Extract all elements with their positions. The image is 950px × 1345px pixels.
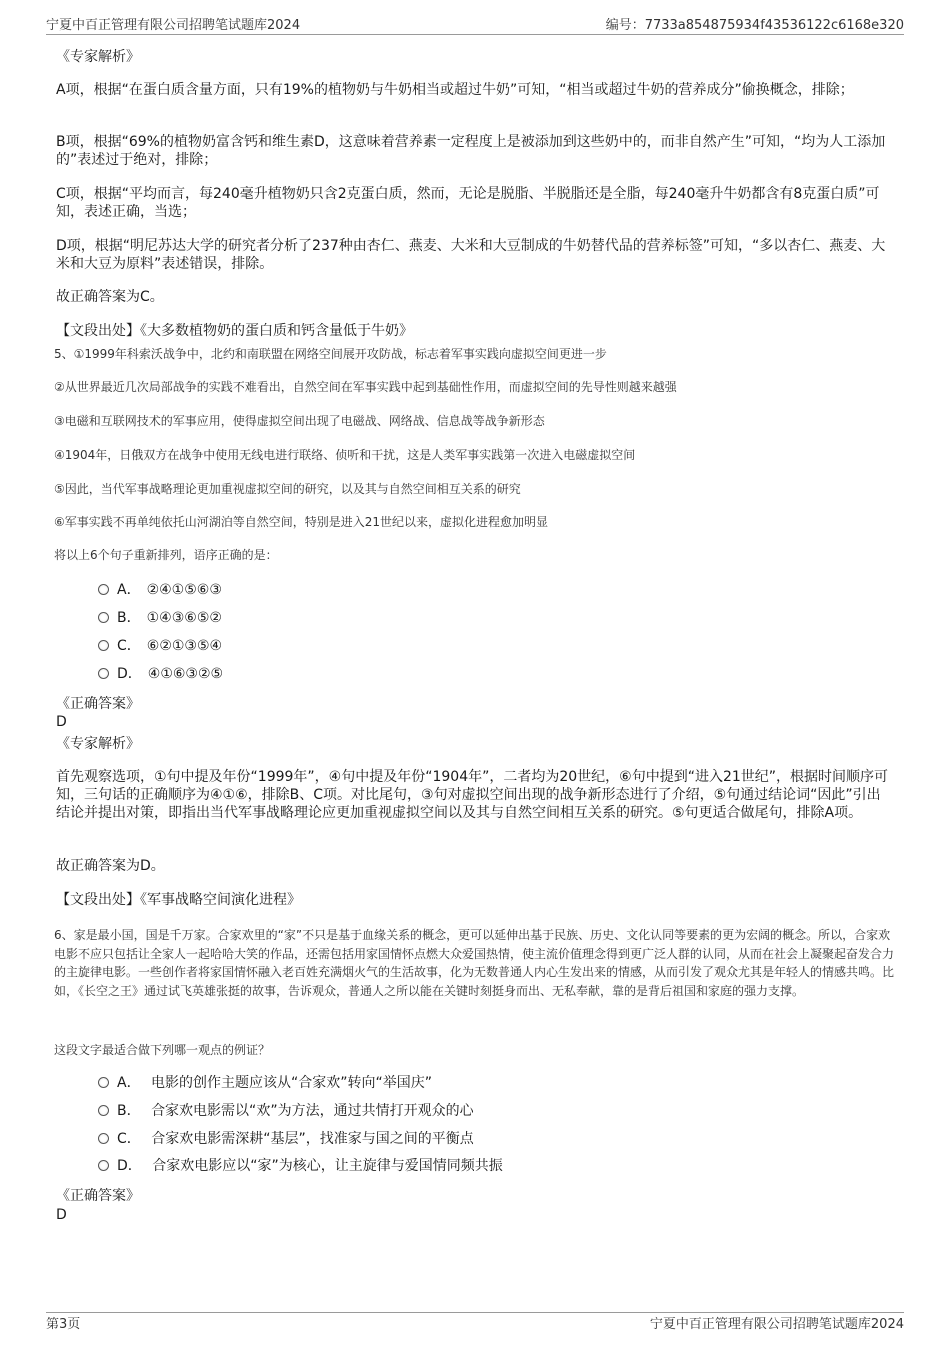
page-number: 第3页 — [46, 1317, 81, 1332]
header-divider — [46, 34, 904, 35]
q5-answer-label: 《正确答案》 — [56, 696, 140, 712]
q5-option-d[interactable]: D． ④①⑥③②⑤ — [98, 664, 223, 684]
radio-button-icon[interactable] — [98, 640, 109, 651]
q6-question: 这段文字最适合做下列哪一观点的例证？ — [54, 1043, 271, 1057]
q6-passage: 6、家是最小国，国是千万家。合家欢里的“家”不只是基于血缘关系的概念，更可以延伸出基于民族、历史、文化认同等要素的更为宏阔的概念。所以，合家欢电影不应只包括让全家人一起哈哈大笑的作品，还需包括用家国情怀点燃大众爱国热情，使主流价值理念得到更广泛人群的认同，从而在社会上凝聚起奋发合力的主旋律电影。一些创作者将家国情怀融入老百姓充满烟火气的生活故事，化为无数普通人内心生发出来的情感，从而引发了观众尤其是年轻人的情感共鸣。比如，《长空之王》通过试飞英雄张挺的故事，告诉观众，普通人之所以能在关键时刻挺身而出、无私奉献，靠的是背后祖国和家庭的强力支撑。 — [54, 928, 895, 998]
q5-conclusion: 故正确答案为D。 — [56, 858, 165, 874]
q4-expert-label: 《专家解析》 — [56, 49, 140, 65]
page-header — [46, 14, 904, 34]
q5-sentence-4: ④1904年，日俄双方在战争中使用无线电进行联络、侦听和干扰，这是人类军事实践第一次进入电磁虚拟空间 — [54, 448, 636, 462]
q5-source: 【文段出处】《军事战略空间演化进程》 — [56, 892, 301, 908]
q5-question: 将以上6个句子重新排列，语序正确的是： — [54, 548, 278, 562]
q5-sentence-2: ②从世界最近几次局部战争的实践不难看出，自然空间在军事实践中起到基础性作用，而虚拟空间的先导性则越来越强 — [54, 380, 677, 394]
header-doc-id: 编号：7733a854875934f43536122c6168e320 — [605, 18, 904, 33]
q5-option-a[interactable]: A． ②④①⑤⑥③ — [98, 580, 222, 600]
footer-title: 宁夏中百正管理有限公司招聘笔试题库2024 — [649, 1317, 904, 1332]
page-footer — [46, 1313, 904, 1333]
q5-option-c[interactable]: C． ⑥②①③⑤④ — [98, 636, 222, 656]
q4-analysis-b: B项，根据“69%的植物奶富含钙和维生素D，这意味着营养素一定程度上是被添加到这些奶中的，而非自然产生”可知，“均为人工添加的”表述过于绝对，排除； — [56, 134, 886, 168]
q6-option-a[interactable]: A． 电影的创作主题应该从“合家欢”转向“举国庆” — [98, 1073, 432, 1093]
q5-expert-label: 《专家解析》 — [56, 736, 140, 752]
q5-answer: D — [56, 714, 67, 730]
q6-answer: D — [56, 1207, 67, 1223]
q5-sentence-3: ③电磁和互联网技术的军事应用，使得虚拟空间出现了电磁战、网络战、信息战等战争新形态 — [54, 414, 545, 428]
q6-answer-label: 《正确答案》 — [56, 1188, 140, 1204]
radio-button-icon[interactable] — [98, 1160, 109, 1171]
q6-option-c[interactable]: C． 合家欢电影需深耕“基层”，找准家与国之间的平衡点 — [98, 1129, 474, 1149]
header-title: 宁夏中百正管理有限公司招聘笔试题库2024 — [46, 18, 301, 33]
q5-option-b[interactable]: B． ①④③⑥⑤② — [98, 608, 222, 628]
q6-option-b[interactable]: B． 合家欢电影需以“欢”为方法，通过共情打开观众的心 — [98, 1101, 474, 1121]
q5-sentence-6: ⑥军事实践不再单纯依托山河湖泊等自然空间，特别是进入21世纪以来，虚拟化进程愈加明显 — [54, 515, 549, 529]
q4-analysis-d: D项，根据“明尼苏达大学的研究者分析了237种由杏仁、燕麦、大米和大豆制成的牛奶替代品的营养标签”可知，“多以杏仁、燕麦、大米和大豆为原料”表述错误，排除。 — [56, 238, 886, 272]
radio-button-icon[interactable] — [98, 584, 109, 595]
radio-button-icon[interactable] — [98, 1105, 109, 1116]
q4-analysis-a: A项，根据“在蛋白质含量方面，只有19%的植物奶与牛奶相当或超过牛奶”可知，“相当或超过牛奶的营养成分”偷换概念，排除； — [56, 82, 854, 98]
q4-conclusion: 故正确答案为C。 — [56, 289, 164, 305]
q6-option-d[interactable]: D． 合家欢电影应以“家”为核心，让主旋律与爱国情同频共振 — [98, 1156, 503, 1176]
radio-button-icon[interactable] — [98, 612, 109, 623]
q5-sentence-1: 5、①1999年科索沃战争中，北约和南联盟在网络空间展开攻防战，标志着军事实践向虚拟空间更进一步 — [54, 347, 607, 361]
radio-button-icon[interactable] — [98, 1077, 109, 1088]
q5-sentence-5: ⑤因此，当代军事战略理论更加重视虚拟空间的研究，以及其与自然空间相互关系的研究 — [54, 482, 521, 496]
q5-analysis: 首先观察选项，①句中提及年份“1999年”，④句中提及年份“1904年”，二者均为20世纪，⑥句中提到“进入21世纪”，根据时间顺序可知，三句话的正确顺序为④①⑥，排除B、C项。对比尾句，③句对虚拟空间出现的战争新形态进行了介绍，⑤句通过结论词“因此”引出结论并提出对策，即指出当代军事战略理论应更加重视虚拟空间以及其与自然空间相互关系的研究。⑤句更适合做尾句，排除A项。 — [56, 769, 889, 821]
q4-source: 【文段出处】《大多数植物奶的蛋白质和钙含量低于牛奶》 — [56, 323, 413, 339]
radio-button-icon[interactable] — [98, 668, 109, 679]
q4-analysis-c: C项，根据“平均而言，每240毫升植物奶只含2克蛋白质，然而，无论是脱脂、半脱脂还是全脂，每240毫升牛奶都含有8克蛋白质”可知，表述正确，当选； — [56, 186, 880, 220]
radio-button-icon[interactable] — [98, 1133, 109, 1144]
